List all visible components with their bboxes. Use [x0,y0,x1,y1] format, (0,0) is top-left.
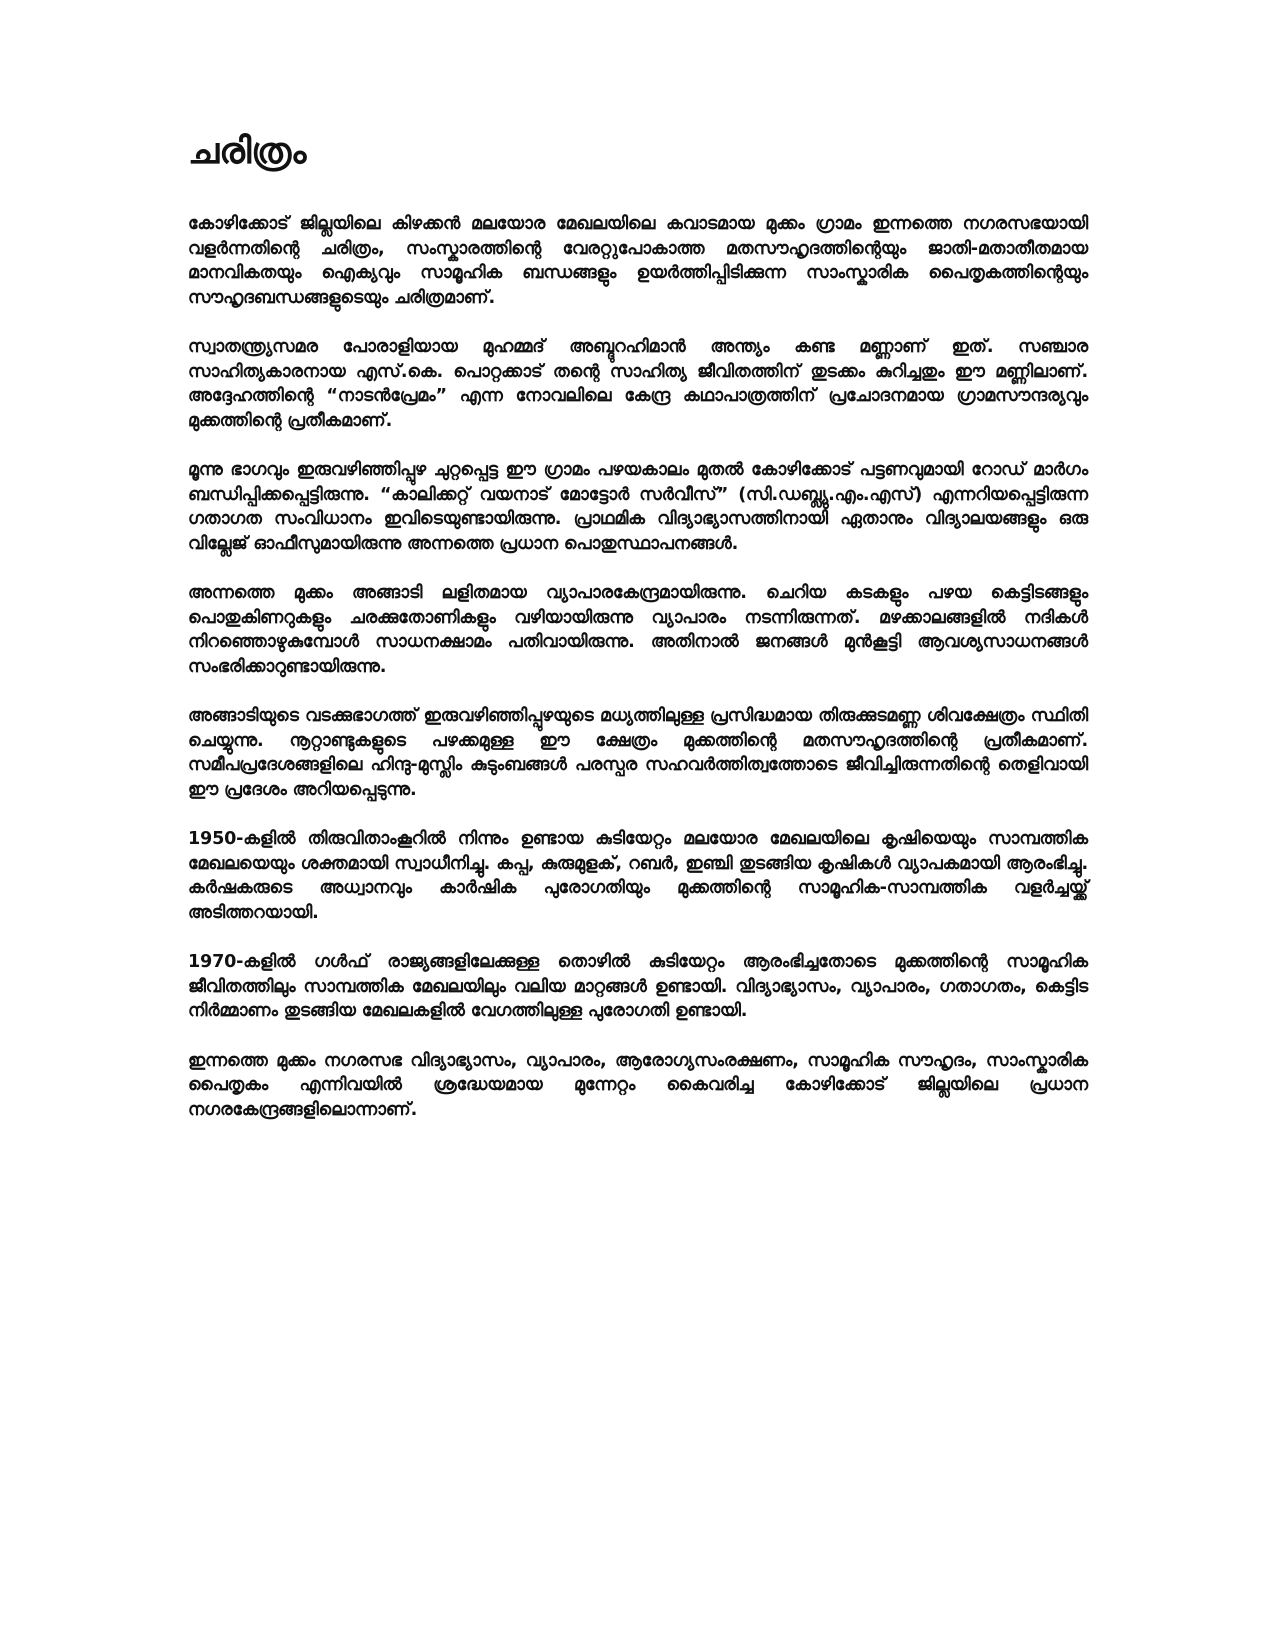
paragraph-today: ഇന്നത്തെ മുക്കം നഗരസഭ വിദ്യാഭ്യാസം, വ്യാപാരം, ആരോഗ്യസംരക്ഷണം, സാമൂഹിക സൗഹൃദം, സാംസ്കാരിക പൈതൃകം എന്നിവയിൽ ശ്രദ്ധേയമായ മുന്നേറ്റം കൈവരിച്ച കോഴിക്കോട് ജില്ലയിലെ പ്രധാന നഗരകേന്ദ്രങ്ങളിലൊന്നാണ്. [188,1050,1088,1120]
paragraph-intro: കോഴിക്കോട് ജില്ലയിലെ കിഴക്കൻ മലയോര മേഖലയിലെ കവാടമായ മുക്കം ഗ്രാമം ഇന്നത്തെ നഗരസഭയായി വളർന്നതിന്റെ ചരിത്രം, സംസ്കാരത്തിന്റെ വേരറ്റുപോകാത്ത മതസൗഹൃദത്തിന്റെയും ജാതി-മതാതീതമായ മാനവികതയും ഐക്യവും സാമൂഹിക ബന്ധങ്ങളും ഉയർത്തിപ്പിടിക്കുന്ന സാംസ്കാരിക പൈതൃകത്തിന്റെയും സൗഹൃദബന്ധങ്ങളുടെയും ചരിത്രമാണ്. [188,214,1088,308]
paragraph-market: അന്നത്തെ മുക്കം അങ്ങാടി ലളിതമായ വ്യാപാരകേന്ദ്രമായിരുന്നു. ചെറിയ കടകളും പഴയ കെട്ടിടങ്ങളും പൊതുകിണറുകളും ചരക്കുതോണികളും വഴിയായിരുന്നു വ്യാപാരം നടന്നിരുന്നത്. മഴക്കാലങ്ങളിൽ നദികൾ നിറഞ്ഞൊഴുകുമ്പോൾ സാധനക്ഷാമം പതിവായിരുന്നു. അതിനാൽ ജനങ്ങൾ മുൻകൂട്ടി ആവശ്യസാധനങ്ങൾ സംഭരിക്കാറുണ്ടായിരുന്നു. [188,583,1088,677]
paragraph-freedom-fighter: സ്വാതന്ത്ര്യസമര പോരാളിയായ മുഹമ്മദ് അബ്ദുറഹിമാൻ അന്ത്യം കണ്ട മണ്ണാണ് ഇത്. സഞ്ചാര സാഹിത്യകാരനായ എസ്.കെ. പൊറ്റക്കാട് തന്റെ സാഹിത്യ ജീവിതത്തിന് തുടക്കം കുറിച്ചതും ഈ മണ്ണിലാണ്. അദ്ദേഹത്തിന്റെ “നാടൻപ്രേമം” എന്ന നോവലിലെ കേന്ദ്ര കഥാപാത്രത്തിന് പ്രചോദനമായ ഗ്രാമസൗന്ദര്യവും മുക്കത്തിന്റെ പ്രതീകമാണ്. [188,337,1088,431]
paragraph-geography: മൂന്നു ഭാഗവും ഇരുവഴിഞ്ഞിപ്പുഴ ചുറ്റപ്പെട്ട ഈ ഗ്രാമം പഴയകാലം മുതൽ കോഴിക്കോട് പട്ടണവുമായി റോഡ് മാർഗം ബന്ധിപ്പിക്കപ്പെട്ടിരുന്നു. “കാലിക്കറ്റ് വയനാട് മോട്ടോർ സർവീസ്” (സി.ഡബ്ല്യു.എം.എസ്) എന്നറിയപ്പെട്ടിരുന്ന ഗതാഗത സംവിധാനം ഇവിടെയുണ്ടായിരുന്നു. പ്രാഥമിക വിദ്യാഭ്യാസത്തിനായി ഏതാനും വിദ്യാലയങ്ങളും ഒരു വില്ലേജ് ഓഫീസുമായിരുന്നു അന്നത്തെ പ്രധാന പൊതുസ്ഥാപനങ്ങൾ. [188,460,1088,554]
page-title: ചരിത്രം [188,131,307,172]
paragraph-1970s: 1970-കളിൽ ഗൾഫ് രാജ്യങ്ങളിലേക്കുള്ള തൊഴിൽ കുടിയേറ്റം ആരംഭിച്ചതോടെ മുക്കത്തിന്റെ സാമൂഹിക ജീവിതത്തിലും സാമ്പത്തിക മേഖലയിലും വലിയ മാറ്റങ്ങൾ ഉണ്ടായി. വിദ്യാഭ്യാസം, വ്യാപാരം, ഗതാഗതം, കെട്ടിട നിർമ്മാണം തുടങ്ങിയ മേഖലകളിൽ വേഗത്തിലുള്ള പുരോഗതി ഉണ്ടായി. [188,952,1088,1021]
paragraph-temple: അങ്ങാടിയുടെ വടക്കുഭാഗത്ത് ഇരുവഴിഞ്ഞിപ്പുഴയുടെ മധ്യത്തിലുള്ള പ്രസിദ്ധമായ തിരുക്കുടമണ്ണ ശിവക്ഷേത്രം സ്ഥിതി ചെയ്യുന്നു. നൂറ്റാണ്ടുകളുടെ പഴക്കമുള്ള ഈ ക്ഷേത്രം മുക്കത്തിന്റെ മതസൗഹൃദത്തിന്റെ പ്രതീകമാണ്. സമീപപ്രദേശങ്ങളിലെ ഹിന്ദു-മുസ്ലിം കുടുംബങ്ങൾ പരസ്പര സഹവർത്തിത്വത്തോടെ ജീവിച്ചിരുന്നതിന്റെ തെളിവായി ഈ പ്രദേശം അറിയപ്പെടുന്നു. [188,706,1088,800]
document-page [188,128,1088,1147]
paragraph-1950s: 1950-കളിൽ തിരുവിതാംകൂറിൽ നിന്നും ഉണ്ടായ കുടിയേറ്റം മലയോര മേഖലയിലെ കൃഷിയെയും സാമ്പത്തിക മേഖലയെയും ശക്തമായി സ്വാധീനിച്ചു. കപ്പ, കുരുമുളക്, റബർ, ഇഞ്ചി തുടങ്ങിയ കൃഷികൾ വ്യാപകമായി ആരംഭിച്ചു. കർഷകരുടെ അധ്വാനവും കാർഷിക പുരോഗതിയും മുക്കത്തിന്റെ സാമൂഹിക-സാമ്പത്തിക വളർച്ചയ്ക്ക് അടിത്തറയായി. [188,829,1088,923]
